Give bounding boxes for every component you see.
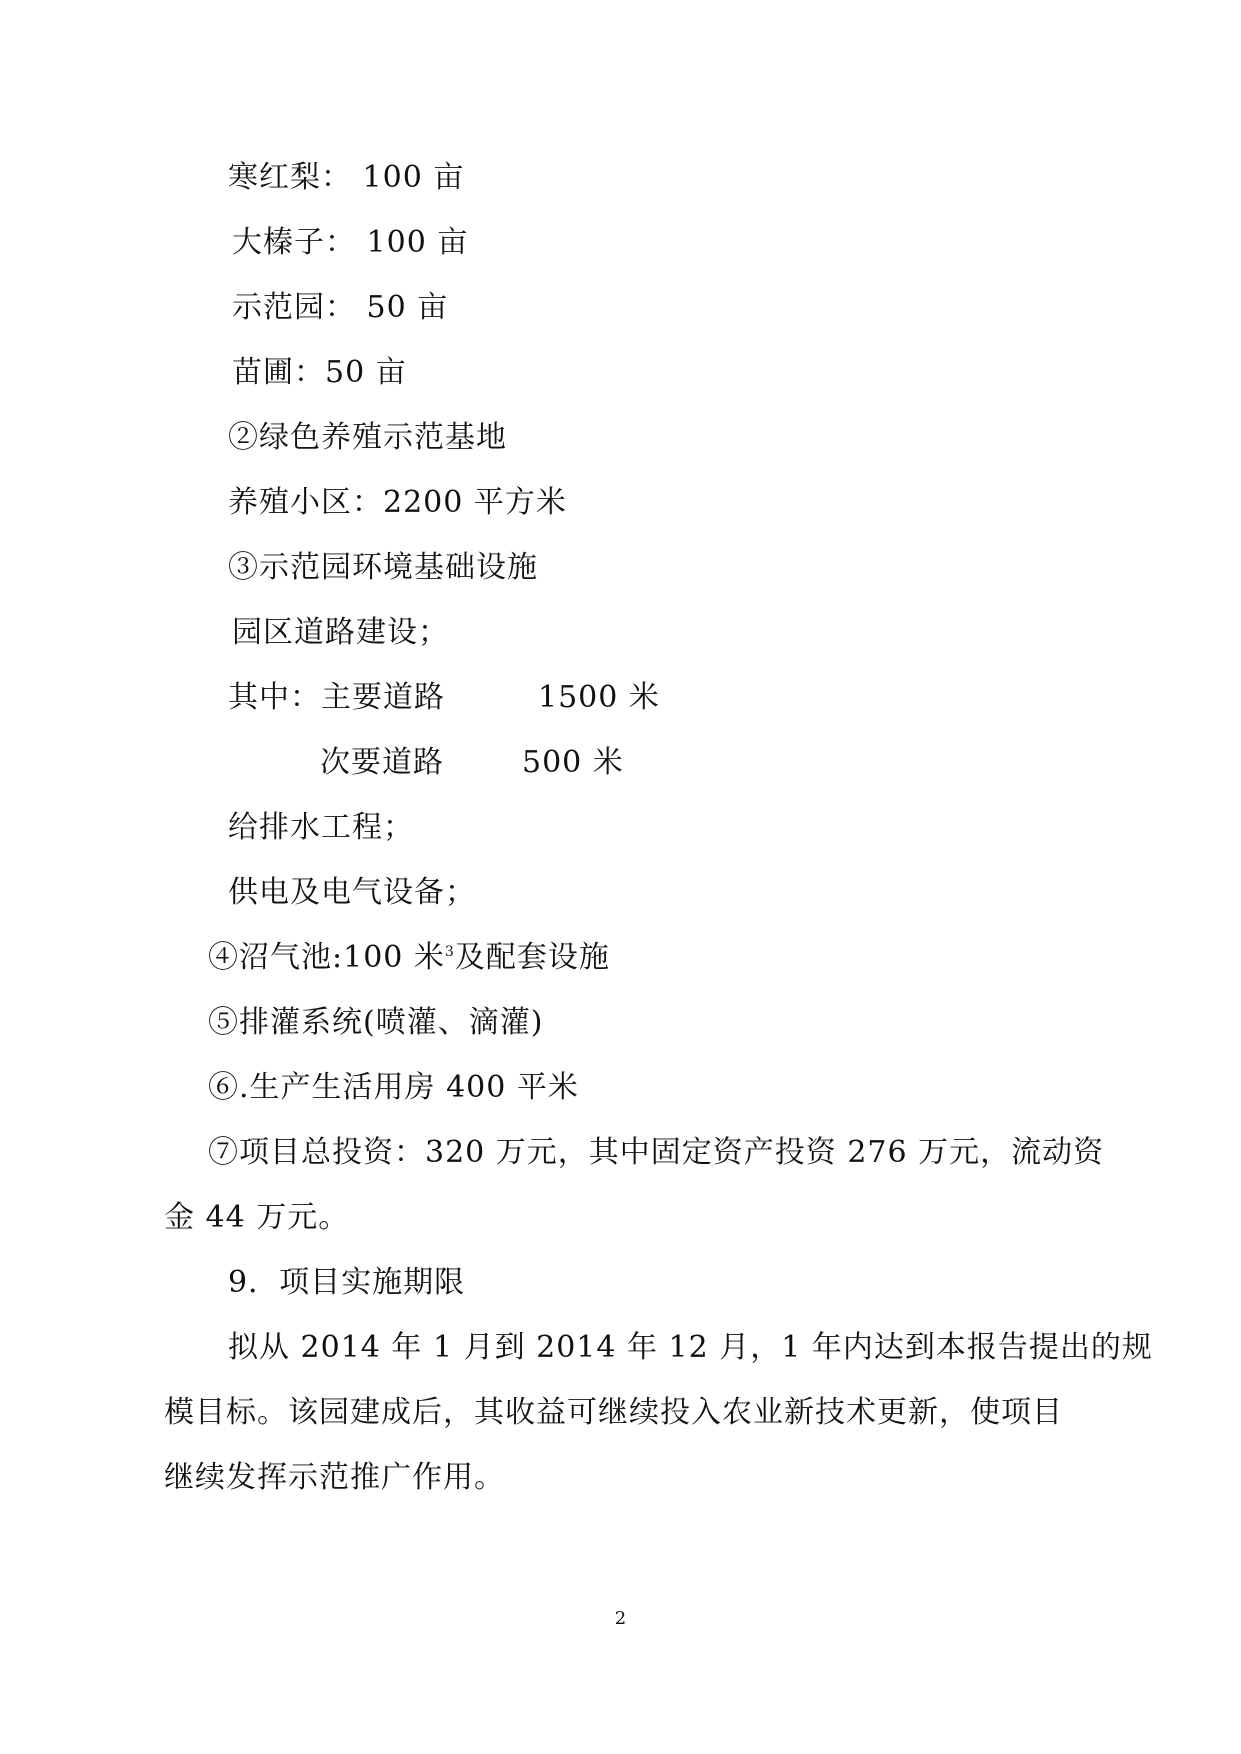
- text-value: 1500 米: [538, 680, 660, 715]
- paragraph-line: 拟从 2014 年 1 月到 2014 年 12 月，1 年内达到本报告提出的规: [228, 1330, 1153, 1365]
- text-line: 次要道路: [320, 745, 444, 780]
- text-line: 其中：主要道路: [228, 680, 445, 715]
- page-number: 2: [614, 1608, 627, 1629]
- text-line: 苗圃：50 亩: [232, 355, 407, 390]
- text-line: 寒红梨： 100 亩: [228, 160, 465, 195]
- paragraph-line: 继续发挥示范推广作用。: [164, 1460, 505, 1495]
- text-line: 供电及电气设备；: [228, 875, 476, 910]
- text-line: 给排水工程；: [228, 810, 414, 845]
- text-value: 500 米: [522, 745, 624, 780]
- section-heading: 9．项目实施期限: [228, 1265, 466, 1300]
- text-line: 示范园： 50 亩: [232, 290, 449, 325]
- section-heading: ②绿色养殖示范基地: [228, 420, 507, 455]
- section-heading: ③示范园环境基础设施: [228, 550, 538, 585]
- text-line: 大榛子： 100 亩: [232, 225, 469, 260]
- section-heading: ⑤排灌系统(喷灌、滴灌): [208, 1005, 544, 1040]
- paragraph-line: 金 44 万元。: [164, 1200, 350, 1235]
- superscript: 3: [444, 944, 455, 960]
- section-heading: ⑥.生产生活用房 400 平米: [208, 1070, 579, 1105]
- text-fragment: 及配套设施: [454, 940, 610, 975]
- text-line: 园区道路建设；: [232, 615, 449, 650]
- text-line: 养殖小区：2200 平方米: [228, 485, 567, 520]
- section-heading: [208, 938, 610, 978]
- paragraph-line: ⑦项目总投资：320 万元，其中固定资产投资 276 万元，流动资: [208, 1135, 1105, 1170]
- text-fragment: ④沼气池:100 米: [208, 940, 445, 975]
- paragraph-line: 模目标。该园建成后，其收益可继续投入农业新技术更新，使项目: [164, 1395, 1063, 1430]
